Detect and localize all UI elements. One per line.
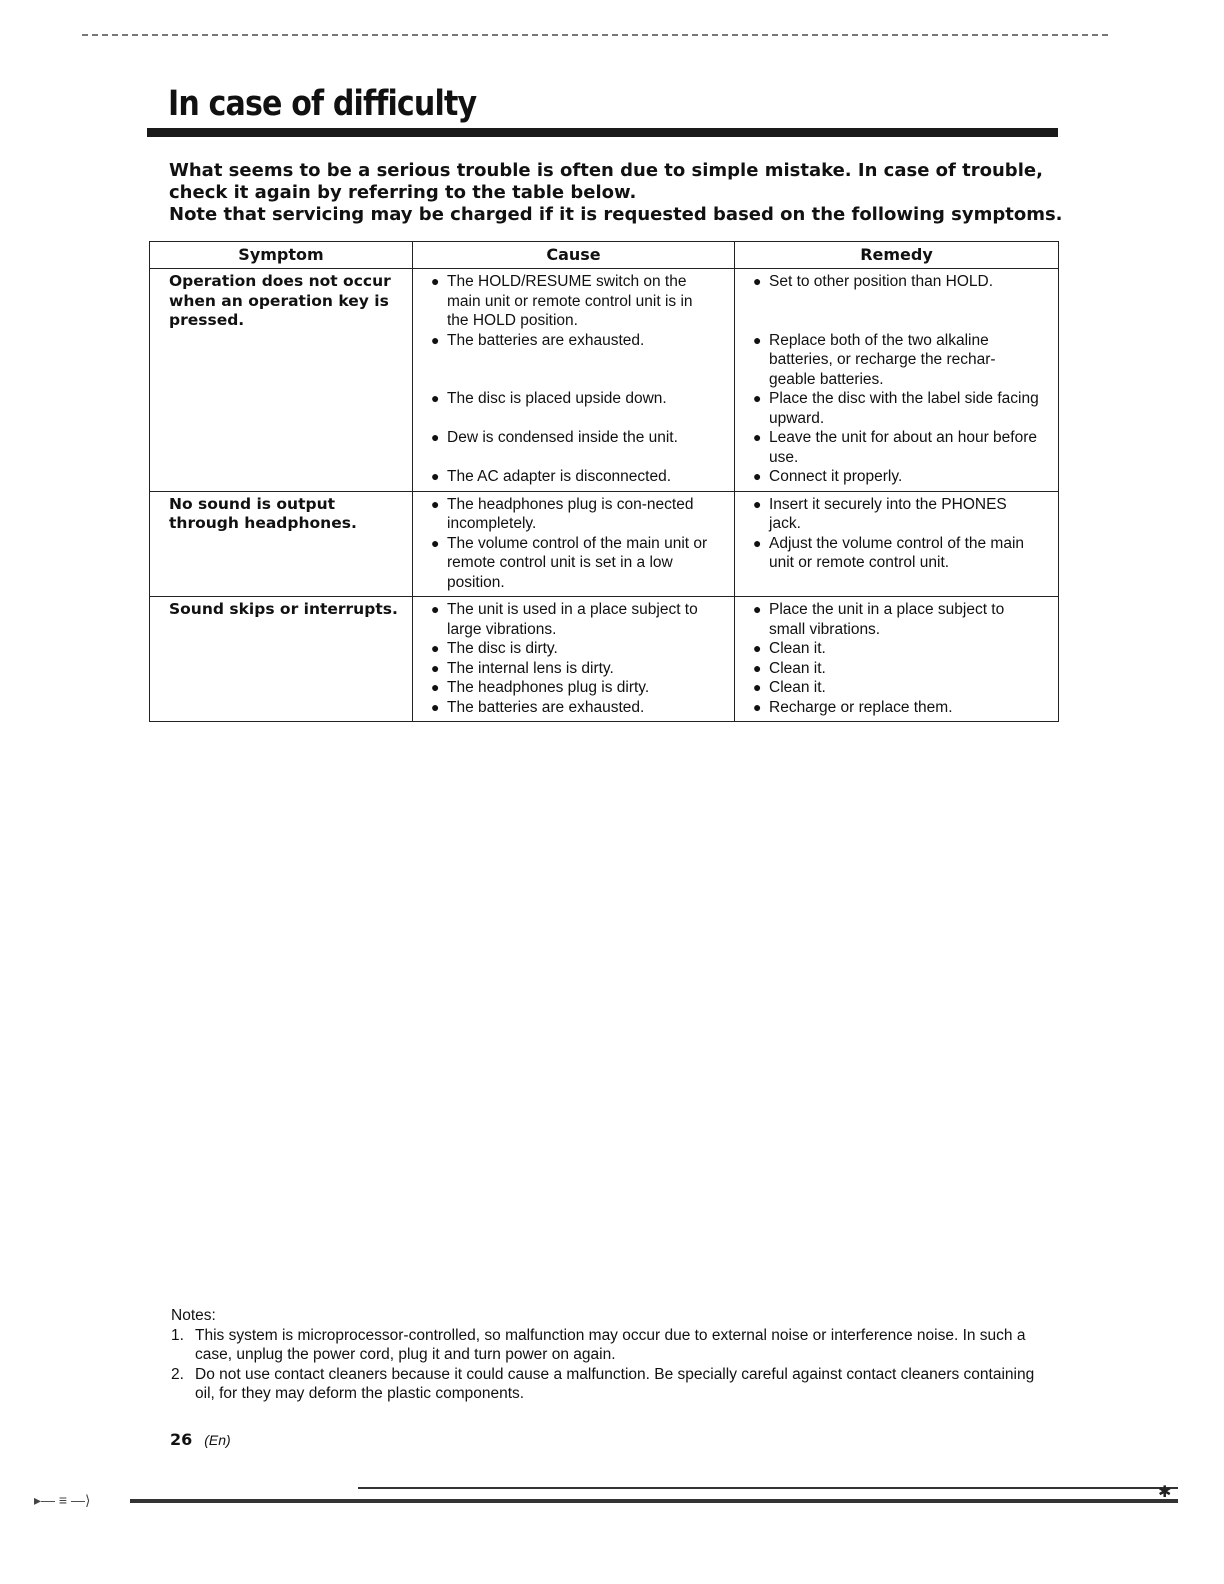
cause-cell [413,491,735,597]
bullet-icon: ● [431,390,440,406]
intro-line-1: What seems to be a serious trouble is often due to simple mistake. In case of trouble, [169,160,1043,181]
bullet-icon: ● [753,659,762,676]
bullet-icon: ● [431,273,440,289]
cause-item: ● The headphones plug is con-nected incompletely. [431,495,694,532]
cause-cell [413,269,735,492]
bullet-icon: ● [753,534,762,551]
note-item [171,1326,1051,1365]
cause-item: ● The AC adapter is disconnected. [431,468,672,485]
cause-cell [413,597,735,722]
remedy-item: ● Adjust the volume control of the main unit or remote control unit. [753,534,1025,571]
remedy-item: ● Clean it. [753,659,826,677]
bullet-icon: ● [431,698,440,715]
bullet-icon: ● [431,331,440,348]
top-dashed-rule [82,34,1108,36]
bullet-icon: ● [431,534,440,551]
table-row [150,491,1059,597]
remedy-item: ● Set to other position than HOLD. [753,273,994,290]
notes-section [171,1306,1051,1404]
note-text: Do not use contact cleaners because it could cause a malfunction. Be specially careful against contact cleaners containing oil, for they may deform the plastic components. [195,1365,1035,1402]
intro-paragraph [169,160,1063,226]
remedy-item: ● Insert it securely into the PHONES jack. [753,495,1007,532]
note-item [171,1365,1051,1404]
bottom-rule [358,1487,1178,1489]
bullet-icon: ● [753,468,762,484]
language-code: (En) [204,1432,231,1448]
bullet-icon: ● [753,273,762,289]
cause-item: ● The batteries are exhausted. [431,698,645,716]
bullet-icon: ● [431,429,440,445]
cause-item: ● The internal lens is dirty. [431,659,614,677]
bullet-icon: ● [431,659,440,676]
bullet-icon: ● [753,640,762,656]
cause-item: ● The unit is used in a place subject to large vibrations. [431,601,698,638]
remedy-item: ● Leave the unit for about an hour before use. [753,429,1038,466]
note-number: 1. [171,1326,184,1344]
remedy-cell [735,597,1059,722]
remedy-item: ● Clean it. [753,679,826,696]
bullet-icon: ● [753,601,762,617]
remedy-item: ● Replace both of the two alkaline batteries, or recharge the rechar-geable batteries. [753,331,996,388]
bullet-icon: ● [753,331,762,348]
symptom-cell: Operation does not occur when an operation key is pressed. [150,269,413,492]
table-row [150,597,1059,722]
bullet-icon: ● [753,390,762,406]
symptom-cell: No sound is output through headphones. [150,491,413,597]
cause-item: ● The HOLD/RESUME switch on the main unit or remote control unit is in the HOLD position. [431,273,693,329]
intro-line-2: check it again by referring to the table below. [169,182,637,203]
remedy-item: ● Place the disc with the label side facing upward. [753,390,1039,427]
header-remedy: Remedy [735,242,1059,269]
cause-item: ● The volume control of the main unit or remote control unit is set in a low position. [431,534,708,591]
troubleshooting-table [149,241,1059,722]
remedy-cell [735,491,1059,597]
page-footer [170,1430,231,1450]
note-number: 2. [171,1365,184,1383]
remedy-item: ● Place the unit in a place subject to small vibrations. [753,601,1005,638]
bullet-icon: ● [753,698,762,715]
bullet-icon: ● [753,679,762,695]
bullet-icon: ● [431,468,440,484]
remedy-item: ● Connect it properly. [753,468,903,485]
intro-line-3: Note that servicing may be charged if it is requested based on the following symptoms. [169,204,1063,225]
bullet-icon: ● [431,601,440,617]
bullet-icon: ● [753,429,762,445]
page-number: 26 [170,1430,193,1449]
cause-item: ● Dew is condensed inside the unit. [431,429,678,446]
remedy-item: ● Recharge or replace them. [753,698,953,716]
remedy-item: ● Clean it. [753,640,826,657]
remedy-cell [735,269,1059,492]
notes-heading: Notes: [171,1307,216,1324]
corner-mark-icon: ✱ [1158,1484,1172,1501]
cause-item: ● The headphones plug is dirty. [431,679,650,696]
cause-item: ● The disc is dirty. [431,640,558,657]
bullet-icon: ● [431,495,440,512]
table-header-row [150,242,1059,269]
table-row [150,269,1059,492]
bullet-icon: ● [431,679,440,695]
bottom-thick-rule [130,1499,1178,1503]
note-text: This system is microprocessor-controlled, so malfunction may occur due to external noise or interference noise. In such a case, unplug the power cord, plug it and turn power on again. [195,1326,1026,1363]
title-underline-bar [147,128,1058,137]
scan-artifact-marks: ▸— ≡ —⟩ [34,1492,91,1508]
header-symptom: Symptom [150,242,413,269]
page-title: In case of difficulty [168,84,477,124]
header-cause: Cause [413,242,735,269]
symptom-cell: Sound skips or interrupts. [150,597,413,722]
cause-item: ● The disc is placed upside down. [431,390,667,407]
cause-item: ● The batteries are exhausted. [431,331,645,349]
bullet-icon: ● [431,640,440,656]
bullet-icon: ● [753,495,762,512]
